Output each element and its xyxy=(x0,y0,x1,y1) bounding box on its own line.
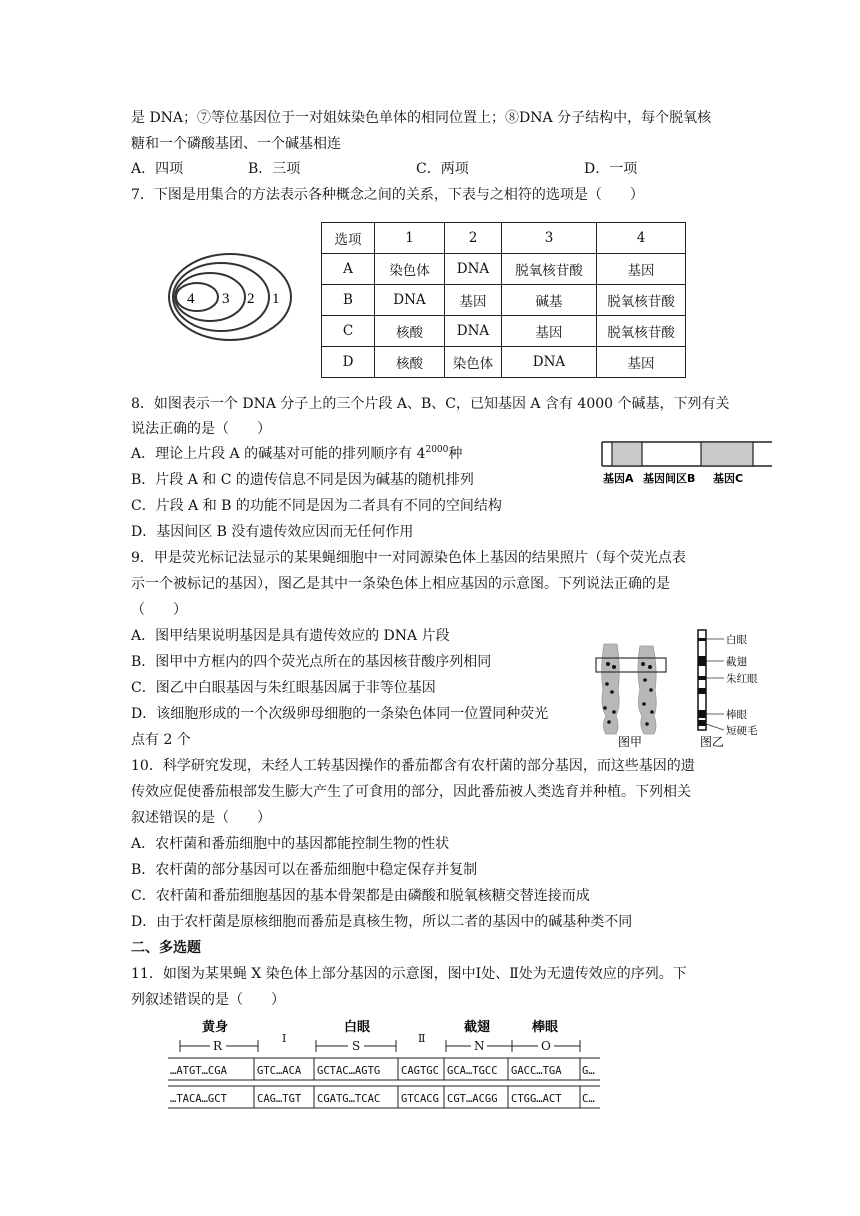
venn-label-1: 1 xyxy=(272,291,280,307)
gene-name-cut-wing: 截翅 xyxy=(464,1020,491,1035)
q9-stem-line-3: （ ） xyxy=(131,602,187,618)
region-mark-2: Ⅱ xyxy=(418,1032,426,1045)
table-cell: 核酸 xyxy=(375,316,445,347)
table-cell: 染色体 xyxy=(445,347,502,378)
figure-yi-caption: 图乙 xyxy=(700,735,725,749)
q9-option-c: C．图乙中白眼基因与朱红眼基因属于非等位基因 xyxy=(131,680,436,696)
top-strand-seg: G… xyxy=(582,1065,595,1077)
gene-letter-n: N xyxy=(474,1039,485,1053)
bottom-strand-seg: C… xyxy=(582,1093,595,1105)
prev-question-line-1: 是 DNA；⑦等位基因位于一对姐妹染色单体的相同位置上；⑧DNA 分子结构中，每个脱氧核 xyxy=(131,110,712,126)
q9-option-a: A．图甲结果说明基因是具有遗传效应的 DNA 片段 xyxy=(131,628,450,644)
q7-options-table xyxy=(321,222,686,378)
gene-name-bar-eye: 棒眼 xyxy=(532,1020,559,1035)
q9-stem-line-1: 9．甲是荧光标记法显示的某果蝇细胞中一对同源染色体上基因的结果照片（每个荧光点表 xyxy=(131,550,686,566)
q8-option-a xyxy=(131,444,462,464)
venn-label-3: 3 xyxy=(222,291,230,307)
top-strand-seg: GTC…ACA xyxy=(257,1065,302,1077)
q9-figure-jia xyxy=(590,640,680,748)
q11-stem-line-1: 11．如图为某果蝇 X 染色体上部分基因的示意图，图中Ⅰ处、Ⅱ处为无遗传效应的序列。下 xyxy=(131,966,687,982)
q8-option-d: D．基因间区 B 没有遗传效应因而无任何作用 xyxy=(131,524,414,540)
gene-letter-r: R xyxy=(213,1039,223,1053)
q9-option-d-line-2: 点有 2 个 xyxy=(131,732,191,748)
table-cell: DNA xyxy=(445,254,502,285)
gene-name-white-eye: 白眼 xyxy=(344,1020,371,1035)
q8-option-a-exponent: 2000 xyxy=(425,445,449,455)
table-cell: 基因 xyxy=(502,316,597,347)
q8-dna-segment-diagram xyxy=(600,440,775,486)
figure-jia-caption: 图甲 xyxy=(618,735,643,748)
q10-stem-line-1: 10．科学研究发现，未经人工转基因操作的番茄都含有农杆菌的部分基因，而这些基因的遗 xyxy=(131,758,695,774)
table-cell: 基因 xyxy=(597,347,686,378)
q7-stem: 7．下图是用集合的方法表示各种概念之间的关系，下表与之相符的选项是（ ） xyxy=(131,187,644,203)
table-cell: B xyxy=(322,285,375,316)
gene-a-label: 基因A xyxy=(603,472,634,485)
top-strand-seg: GCTAC…AGTG xyxy=(317,1065,381,1077)
q8-stem-line-1: 8．如图表示一个 DNA 分子上的三个片段 A、B、C，已知基因 A 含有 4000 个碱基，下列有关 xyxy=(131,396,730,412)
option-c: C．两项 xyxy=(416,161,469,177)
q8-option-a-tail: 种 xyxy=(448,446,463,462)
gene-label-bar-eye: 棒眼 xyxy=(726,709,747,721)
table-cell: D xyxy=(322,347,375,378)
table-cell: 脱氧核苷酸 xyxy=(597,316,686,347)
table-cell: 脱氧核苷酸 xyxy=(502,254,597,285)
table-cell: 脱氧核苷酸 xyxy=(597,285,686,316)
option-d: D．一项 xyxy=(584,161,638,177)
q9-option-b: B．图甲中方框内的四个荧光点所在的基因核苷酸序列相同 xyxy=(131,654,492,670)
q10-stem-line-2: 传效应促使番茄根部发生膨大产生了可食用的部分，因此番茄被人类选育并种植。下列相关 xyxy=(131,784,691,800)
top-strand-seg: GCA…TGCC xyxy=(447,1065,498,1077)
q10-option-a: A．农杆菌和番茄细胞中的基因都能控制生物的性状 xyxy=(131,836,450,852)
bottom-strand-seg: GTCACG xyxy=(401,1093,439,1105)
venn-label-4: 4 xyxy=(187,291,195,307)
gene-label-white-eye: 白眼 xyxy=(726,634,747,646)
prev-question-options xyxy=(131,159,637,179)
table-cell: C xyxy=(322,316,375,347)
q8-option-b: B．片段 A 和 C 的遗传信息不同是因为碱基的随机排列 xyxy=(131,472,474,488)
q10-option-b: B．农杆菌的部分基因可以在番茄细胞中稳定保存并复制 xyxy=(131,862,478,878)
bottom-strand-seg: CTGG…ACT xyxy=(511,1093,562,1105)
table-header-cell: 选项 xyxy=(322,223,375,254)
bottom-strand-seg: …TACA…GCT xyxy=(170,1093,227,1105)
table-cell: 碱基 xyxy=(502,285,597,316)
table-cell: A xyxy=(322,254,375,285)
table-cell: DNA xyxy=(445,316,502,347)
gene-letter-s: S xyxy=(352,1039,361,1053)
venn-label-2: 2 xyxy=(247,291,255,307)
top-strand-seg: CAGTGC xyxy=(401,1065,439,1077)
q9-option-d-line-1: D．该细胞形成的一个次级卵母细胞的一条染色体同一位置同种荧光 xyxy=(131,706,549,722)
table-header-row xyxy=(322,223,686,254)
section-title-multiple-choice: 二、多选题 xyxy=(131,940,201,956)
gene-c-label: 基因C xyxy=(713,472,744,485)
q9-figure-yi xyxy=(694,628,774,750)
table-cell: DNA xyxy=(502,347,597,378)
top-strand-seg: …ATGT…CGA xyxy=(170,1065,227,1077)
q9-stem-line-2: 示一个被标记的基因），图乙是其中一条染色体上相应基因的示意图。下列说法正确的是 xyxy=(131,576,670,592)
q11-x-chromosome-gene-diagram xyxy=(168,1016,608,1112)
q10-option-c: C．农杆菌和番茄细胞基因的基本骨架都是由磷酸和脱氧核糖交替连接而成 xyxy=(131,888,590,904)
table-cell: 核酸 xyxy=(375,347,445,378)
option-a: A．四项 xyxy=(131,161,184,177)
q8-option-a-text: A．理论上片段 A 的碱基对可能的排列顺序有 4 xyxy=(131,446,426,462)
q7-venn-diagram xyxy=(165,250,295,344)
gene-label-vermilion-eye: 朱红眼 xyxy=(726,673,758,685)
table-row xyxy=(322,285,686,316)
gene-name-yellow-body: 黄身 xyxy=(202,1020,229,1035)
intergenic-b-label: 基因间区B xyxy=(643,472,696,485)
table-cell: DNA xyxy=(375,285,445,316)
table-cell: 基因 xyxy=(445,285,502,316)
gene-label-stubble: 短硬毛 xyxy=(726,725,758,737)
bottom-strand-seg: CGT…ACGG xyxy=(447,1093,498,1105)
q10-stem-line-3: 叙述错误的是（ ） xyxy=(131,810,271,826)
q11-stem-line-2: 列叙述错误的是（ ） xyxy=(131,992,285,1008)
table-cell: 基因 xyxy=(597,254,686,285)
bottom-strand-seg: CAG…TGT xyxy=(257,1093,302,1105)
gene-letter-o: O xyxy=(541,1039,551,1053)
q8-stem-line-2: 说法正确的是（ ） xyxy=(131,421,271,437)
top-strand-seg: GACC…TGA xyxy=(511,1065,562,1077)
q10-option-d: D．由于农杆菌是原核细胞而番茄是真核生物，所以二者的基因中的碱基种类不同 xyxy=(131,914,633,930)
table-row xyxy=(322,347,686,378)
q8-option-c: C．片段 A 和 B 的功能不同是因为二者具有不同的空间结构 xyxy=(131,498,502,514)
option-b: B．三项 xyxy=(248,161,301,177)
gene-label-cut-wing: 截翅 xyxy=(726,656,747,668)
table-row xyxy=(322,316,686,347)
table-header-cell: 4 xyxy=(597,223,686,254)
table-header-cell: 1 xyxy=(375,223,445,254)
table-header-cell: 2 xyxy=(445,223,502,254)
region-mark-1: Ⅰ xyxy=(282,1032,287,1045)
prev-question-line-2: 糖和一个磷酸基团、一个碱基相连 xyxy=(131,136,341,152)
bottom-strand-seg: CGATG…TCAC xyxy=(317,1093,381,1105)
table-header-cell: 3 xyxy=(502,223,597,254)
table-cell: 染色体 xyxy=(375,254,445,285)
table-row xyxy=(322,254,686,285)
